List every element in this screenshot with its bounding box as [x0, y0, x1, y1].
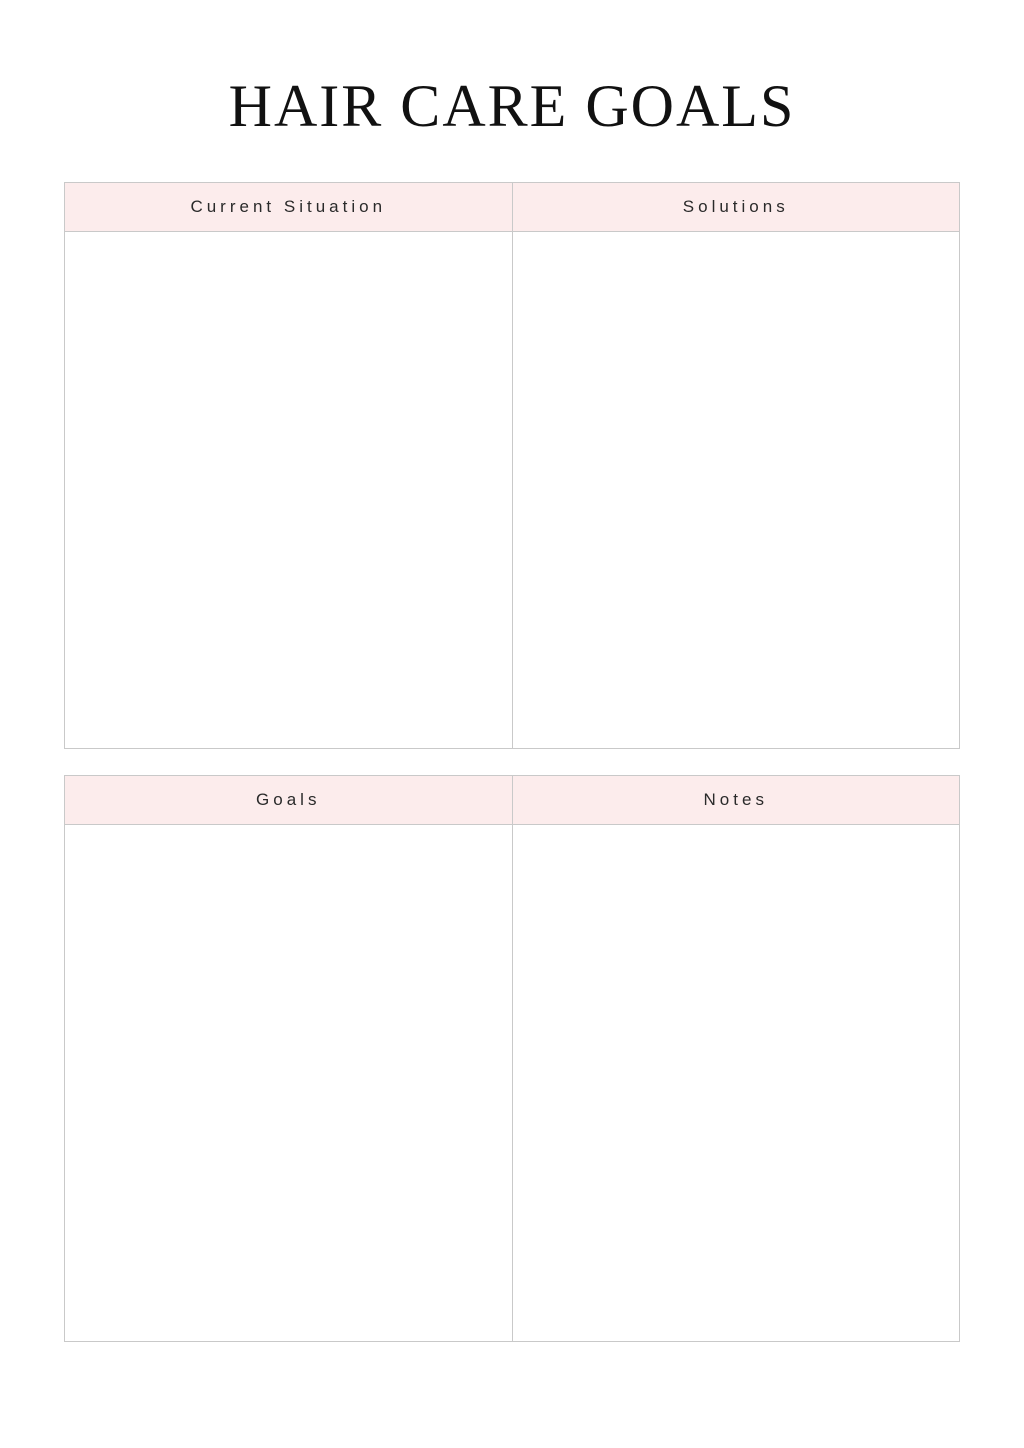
section-bottom — [64, 775, 960, 1342]
writing-area-current-situation[interactable] — [65, 232, 513, 748]
column-header-current-situation: Current Situation — [65, 183, 513, 231]
section-bottom-body-row — [65, 825, 959, 1341]
column-header-solutions: Solutions — [682, 197, 789, 216]
page-title: HAIR CARE GOALS — [228, 73, 796, 139]
section-bottom-header-row — [65, 776, 959, 825]
section-top — [64, 182, 960, 749]
writing-area-notes[interactable] — [513, 825, 960, 1341]
sections-container — [0, 182, 1024, 1342]
column-header-goals: Goals — [65, 776, 513, 824]
column-header-notes: Notes — [703, 790, 768, 809]
writing-area-solutions[interactable] — [513, 232, 960, 748]
section-top-header-row — [65, 183, 959, 232]
writing-area-goals[interactable] — [65, 825, 513, 1341]
section-top-body-row — [65, 232, 959, 748]
